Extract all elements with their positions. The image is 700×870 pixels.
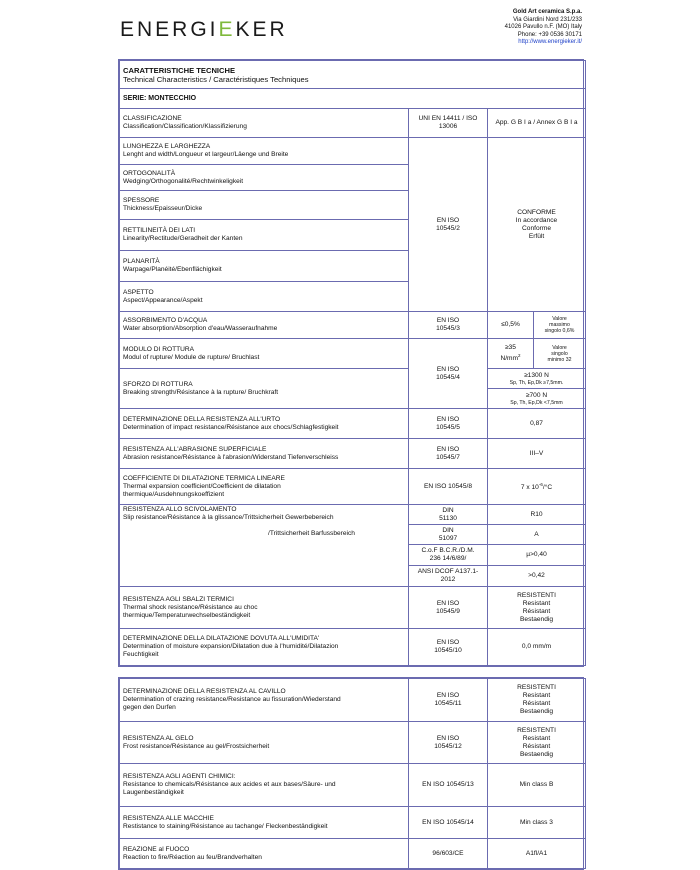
label-tr: Linearity/Rectitude/Geradheit der Kanten [123, 235, 243, 242]
company-info [505, 9, 582, 47]
norm-b: 10545/10 [434, 647, 462, 654]
value-line: Bestaendig [520, 615, 553, 623]
value-line: Conforme [522, 224, 551, 232]
value-cell [488, 138, 586, 312]
norm-cell [409, 505, 488, 525]
value-line: Erfült [528, 232, 545, 240]
label-tr: Warpage/Planéité/Ebenflächigkeit [123, 266, 222, 273]
row-sforzo [120, 369, 409, 409]
norm-cell [409, 312, 488, 339]
norm-a: EN ISO [436, 445, 460, 453]
row-umidita [120, 629, 409, 666]
label-tr: Lenght and width/Longueur et largeur/Läenge und Breite [123, 151, 289, 158]
value-cell [488, 722, 586, 764]
tech-sheet-secondary [118, 677, 584, 870]
label-tr: Reaction to fire/Réaction au feu/Brandverhalten [123, 853, 262, 861]
tech-sheet-main [118, 59, 584, 667]
norm-b: 10545/2 [436, 224, 460, 232]
label-it: ORTOGONALITÀ [123, 169, 176, 177]
note-line: Valore [552, 316, 567, 322]
value-line: Resistant [522, 734, 551, 742]
norm-cell [409, 722, 488, 764]
label-tr2: /Trittsicherheit Barfussbereich [268, 530, 355, 537]
label-tr: Abrasion resistance/Résistance à l'abrasion/Widerstand Tiefenverschleiss [123, 453, 339, 461]
row-urto [120, 409, 409, 439]
label-it: RESISTENZA AGLI AGENTI CHIMICI: [123, 773, 236, 780]
label-tr: Water absorption/Absorption d'eau/Wasseraufnahme [123, 325, 278, 332]
label-it: MODULO DI ROTTURA [123, 345, 195, 353]
value-b: /°C [542, 484, 553, 492]
label-it: COEFFICIENTE DI DILATAZIONE TERMICA LINEARE [123, 474, 285, 482]
norm-cell: EN ISO 10545/13 [409, 764, 488, 807]
norm-cell [409, 409, 488, 439]
value-sub: Sp, Th, Ep,Dk ≥7,5mm. [509, 379, 564, 386]
label-it: PLANARITÀ [123, 258, 160, 265]
value-line: RESISTENTI [517, 591, 556, 599]
note-line: singolo 0,6% [544, 328, 575, 334]
label-it: CLASSIFICAZIONE [123, 115, 182, 122]
value-line: CONFORME [517, 208, 556, 216]
value-cell [488, 369, 586, 389]
label-tr: Classification/Classification/Klassifizierung [123, 123, 247, 130]
value-line: Bestaendig [520, 750, 553, 758]
label-it: LUNGHEZZA E LARGHEZZA [123, 143, 211, 150]
company-phone: Phone: +39 0536 30171 [517, 31, 582, 38]
value-cell: >0,42 [488, 566, 586, 587]
norm-cell: 96/603/CE [409, 839, 488, 869]
label-tr: Determination of crazing resistance/Resistance au fissuration/Wiederstand [123, 696, 341, 703]
company-website-link[interactable]: http://www.energieker.it/ [518, 39, 582, 46]
label-tr: Thickness/Epaisseur/Dicke [123, 205, 203, 212]
label-it: REAZIONE al FUOCO [123, 845, 190, 853]
value-line: Résistant [522, 607, 551, 615]
label-tr: gegen den Durfen [123, 704, 176, 711]
value-a: 7 x 10 [520, 484, 539, 492]
label-tr: Feuchtigkeit [123, 651, 159, 658]
norm-a: EN ISO [436, 639, 460, 646]
label-tr: Breaking strength/Résistance à la rupture/ Bruchkraft [123, 388, 279, 396]
company-city: 41026 Pavullo n.F. (MO) Italy [504, 24, 582, 31]
value-cell: µ>0,40 [488, 545, 586, 566]
norm-cell: UNI EN 14411 / ISO 13006 [409, 109, 488, 138]
label-it: RESISTENZA ALLE MACCHIE [123, 814, 214, 822]
norm-a: EN ISO [436, 599, 460, 607]
norm-a: EN ISO [436, 415, 460, 423]
value-line: Résistant [522, 700, 551, 707]
norm-a: DIN [442, 526, 454, 534]
norm-b: 236 14/6/89/ [429, 555, 467, 562]
norm-a: EN ISO [436, 317, 460, 324]
logo-text-c: KER [235, 18, 288, 41]
value-b: N/mm [500, 355, 519, 363]
value-cell: 0,87 [488, 409, 586, 439]
norm-cell [409, 138, 488, 312]
row-dilatazione [120, 469, 409, 505]
label-it: RESISTENZA ALLO SCIVOLAMENTO [123, 506, 237, 513]
value-line: RESISTENTI [517, 684, 556, 691]
value-line: Bestaendig [520, 708, 553, 715]
sheet-title-multi: Technical Characteristics / Caractéristiques Techniques [123, 74, 309, 84]
label-it: SPESSORE [123, 197, 160, 204]
value-cell: Min class 3 [488, 807, 586, 839]
brand-logo [120, 18, 288, 42]
value-a: ≥35 [505, 343, 516, 351]
row-rettilineita [120, 220, 409, 251]
sheet-title-it: CARATTERISTICHE TECNICHE [123, 65, 236, 75]
note-line: Valore [552, 344, 567, 351]
norm-cell: EN ISO 10545/14 [409, 807, 488, 839]
norm-a: EN ISO [436, 692, 460, 699]
norm-b: 10545/5 [436, 423, 460, 431]
company-name: Gold Art ceramica S.p.a. [512, 9, 582, 15]
norm-b: 10545/3 [436, 325, 460, 332]
norm-b: 51130 [439, 514, 457, 522]
norm-b: 10545/12 [434, 742, 462, 750]
row-ortogonalita [120, 165, 409, 191]
logo-text-a: ENERGI [120, 18, 219, 41]
value-cell: A1fl/A1 [488, 839, 586, 869]
value-cell: A [488, 525, 586, 545]
label-tr: Restistance to staining/Résistance au tachange/ Fleckenbeständigkeit [123, 822, 328, 830]
norm-cell [409, 587, 488, 629]
label-tr: thermique/Ausdehnungskoeffizient [123, 490, 225, 498]
value-line: Resistant [522, 599, 551, 607]
norm-cell [409, 439, 488, 469]
norm-b: 10545/9 [436, 607, 460, 615]
norm-a: ANSI DCOF A137.1- [417, 568, 479, 575]
norm-b: 10545/7 [436, 453, 460, 461]
value-cell [488, 587, 586, 629]
norm-cell: EN ISO 10545/8 [409, 469, 488, 505]
norm-a: EN ISO [436, 734, 460, 742]
label-it: DETERMINAZIONE DELLA RESISTENZA AL CAVILLO [123, 688, 286, 695]
value-cell: ≥35 $N/mm^2$ [488, 339, 534, 369]
note-line: minimo 32 [547, 356, 572, 363]
label-tr: Resistance to chemicals/Résistance aux acides et aux bases/Säure- und [123, 781, 336, 788]
row-cavillo [120, 679, 409, 722]
row-spessore [120, 191, 409, 220]
norm-b: 2012 [440, 576, 456, 583]
logo-text-b: E [218, 18, 236, 41]
norm-cell [409, 339, 488, 409]
label-tr: Determination of moisture expansion/Dilatation due à l'humidité/Dilatazion [123, 643, 339, 650]
value-line: RESISTENTI [517, 726, 556, 734]
value-cell: R10 [488, 505, 586, 525]
row-aspetto [120, 282, 409, 312]
value-cell: III–V [488, 439, 586, 469]
value-line: In accordance [515, 216, 558, 224]
note-cell [534, 339, 586, 369]
label-tr: Determination of impact resistance/Résistance aux chocs/Schlagfestigkeit [123, 423, 339, 431]
norm-a: DIN [442, 506, 454, 514]
label-it: ASPETTO [123, 288, 154, 296]
row-planarita [120, 251, 409, 282]
row-macchie [120, 807, 409, 839]
label-tr: thermique/Temperaturwechselbeständigkeit [123, 611, 251, 619]
norm-cell [409, 545, 488, 566]
label-it: SFORZO DI ROTTURA [123, 380, 193, 388]
company-address: Via Giardini Nord 231/233 [513, 16, 582, 23]
label-tr: Thermal expansion coefficient/Coefficient de dilatation [123, 482, 281, 490]
value-cell [488, 389, 586, 409]
row-fuoco [120, 839, 409, 869]
norm-cell [409, 629, 488, 666]
norm-cell [409, 679, 488, 722]
label-tr: Thermal shock resistance/Résistance au choc [123, 603, 258, 611]
label-tr: Modul of rupture/ Module de rupture/ Bruchlast [123, 353, 260, 361]
label-tr: Laugenbeständigkeit [123, 789, 184, 796]
value-line: Resistant [522, 692, 551, 699]
label-it: DETERMINAZIONE DELLA RESISTENZA ALL'URTO [123, 415, 281, 423]
value-sub: Sp, Th, Ep,Dk <7,5mm [510, 399, 563, 406]
row-gelo [120, 722, 409, 764]
row-sbalzi [120, 587, 409, 629]
note-line: singolo [551, 350, 568, 357]
sheet-title [120, 61, 586, 89]
label-tr: Slip resistance/Résistance à la glissance/Trittsicherheit Gewerbebereich [123, 514, 334, 521]
norm-cell [409, 566, 488, 587]
norm-cell [409, 525, 488, 545]
norm-b: 51097 [438, 534, 458, 542]
label-it: RESISTENZA AL GELO [123, 734, 194, 742]
label-it: RESISTENZA ALL'ABRASIONE SUPERFICIALE [123, 445, 267, 453]
value-cell: 0,0 mm/m [488, 629, 586, 666]
row-lunghezza [120, 138, 409, 165]
row-scivolamento [120, 505, 409, 587]
value-exp: -6 [538, 481, 543, 487]
value-cell: App. G B I a / Annex G B I a [488, 109, 586, 138]
row-modulo [120, 339, 409, 369]
norm-b: 10545/11 [434, 700, 462, 707]
value-a: ≥1300 N [524, 371, 549, 379]
value-cell [488, 679, 586, 722]
row-abrasione [120, 439, 409, 469]
label-tr: Frost resistance/Résistance au gel/Frostsicherheit [123, 742, 270, 750]
norm-a: EN ISO [436, 216, 460, 224]
row-classificazione [120, 109, 409, 138]
norm-a: C.o.F B.C.R./D.M. [421, 547, 475, 554]
value-cell [488, 469, 586, 505]
value-a: ≥700 N [525, 391, 548, 399]
value-line: Résistant [522, 742, 551, 750]
label-tr: Wedging/Orthogonalité/Rechtwinkeligkeit [123, 177, 244, 185]
label-it: DETERMINAZIONE DELLA DILATAZIONE DOVUTA ALL'UMIDITA' [123, 635, 320, 642]
note-cell [534, 312, 586, 339]
value-cell: ≤0,5% [488, 312, 534, 339]
row-chimici [120, 764, 409, 807]
label-tr: Aspect/Appearance/Aspekt [123, 296, 203, 304]
serie-label: SERIE: MONTECCHIO [120, 89, 586, 109]
label-it: RESISTENZA AGLI SBALZI TERMICI [123, 595, 234, 603]
value-cell: Min class B [488, 764, 586, 807]
label-it: ASSORBIMENTO D'ACQUA [123, 317, 208, 324]
norm-b: 10545/4 [436, 373, 460, 381]
label-it: RETTILINEITÀ DEI LATI [123, 227, 196, 234]
row-assorbimento [120, 312, 409, 339]
note-line: massimo [549, 322, 570, 328]
norm-a: EN ISO [436, 365, 460, 373]
